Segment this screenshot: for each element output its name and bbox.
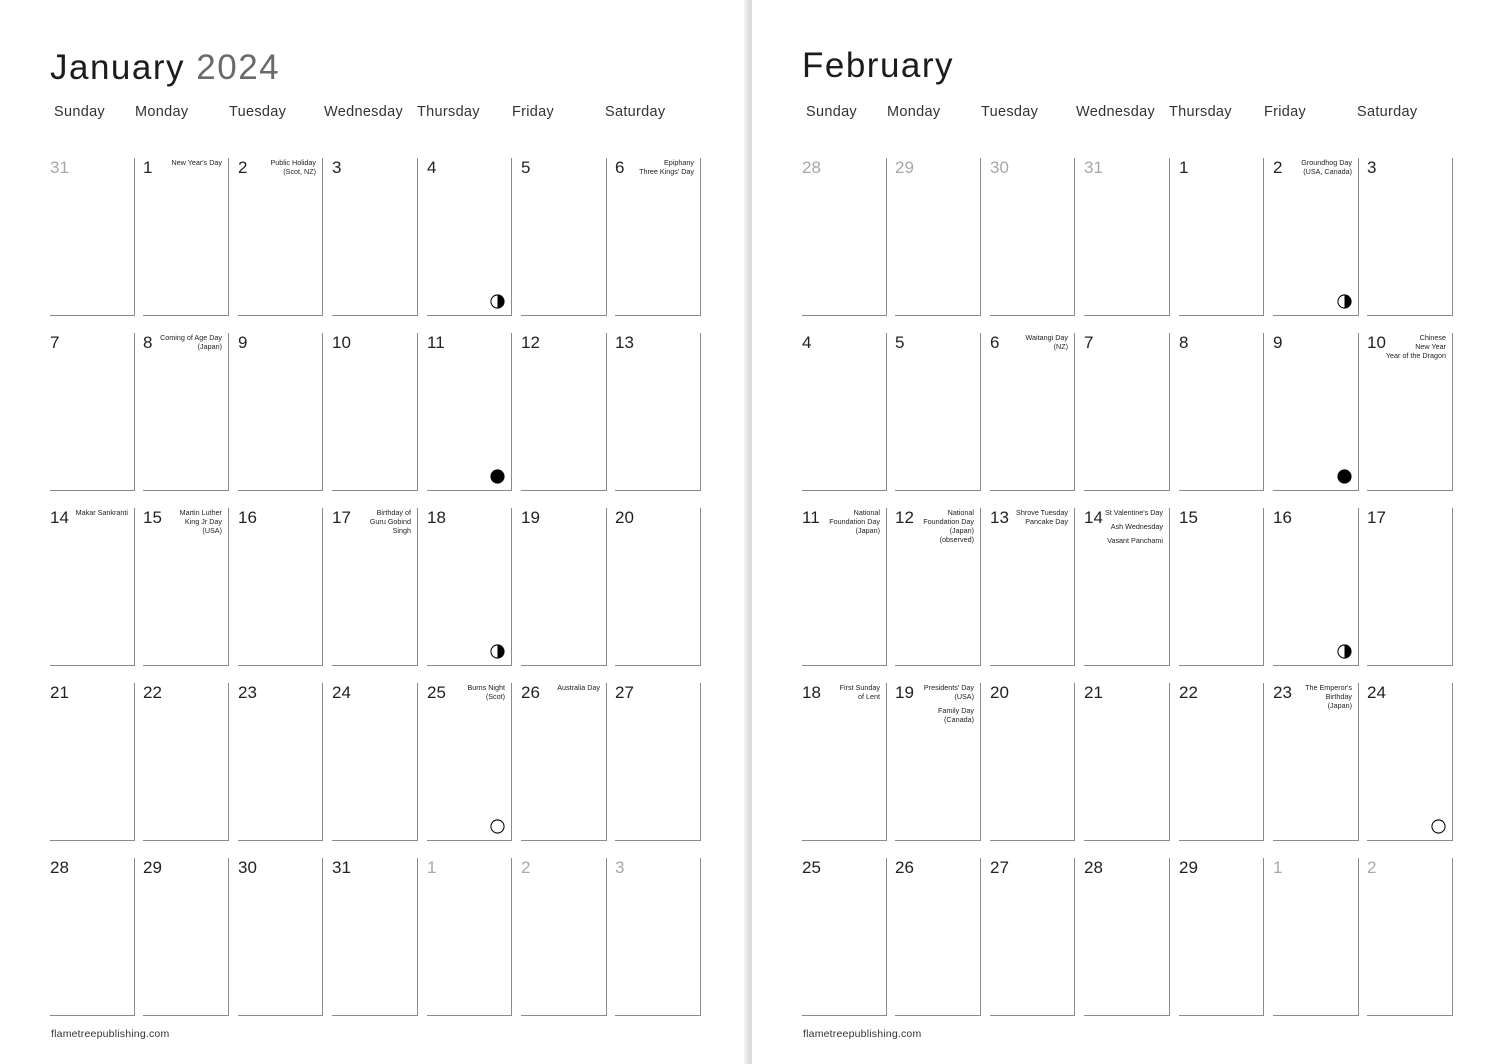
day-number: 31 — [1084, 158, 1103, 177]
event-list — [840, 683, 880, 701]
day-number: 1 — [143, 158, 153, 177]
day-cell — [1273, 158, 1359, 316]
day-number: 6 — [990, 333, 1000, 352]
day-number: 12 — [895, 508, 914, 527]
day-number: 23 — [1273, 683, 1292, 702]
event-list — [171, 158, 222, 167]
day-number: 30 — [990, 158, 1009, 177]
event-label: National Foundation Day (Japan) (observed) — [923, 508, 974, 544]
full-moon-icon — [490, 819, 505, 834]
day-number: 16 — [238, 508, 257, 527]
event-list — [270, 158, 316, 176]
day-cell — [1084, 858, 1170, 1016]
day-cell — [521, 158, 607, 316]
event-list — [557, 683, 600, 692]
day-cell — [1273, 858, 1359, 1016]
day-cell — [1367, 333, 1453, 491]
day-number: 24 — [332, 683, 351, 702]
weekday-thursday: Thursday — [1169, 104, 1232, 120]
day-number: 25 — [427, 683, 446, 702]
day-cell — [521, 858, 607, 1016]
day-number: 2 — [521, 858, 531, 877]
event-label: Birthday of Guru Gobind Singh — [369, 508, 411, 535]
day-number: 8 — [143, 333, 153, 352]
day-cell — [143, 858, 229, 1016]
weekday-wednesday: Wednesday — [1076, 104, 1156, 120]
event-list — [1016, 508, 1068, 526]
day-cell — [238, 858, 323, 1016]
day-cell — [1367, 683, 1453, 841]
day-number: 3 — [1367, 158, 1377, 177]
day-cell — [1179, 158, 1264, 316]
event-label: Burns Night (Scot) — [467, 683, 505, 701]
day-cell — [521, 508, 607, 666]
day-cell — [802, 158, 887, 316]
day-cell — [521, 333, 607, 491]
event-label: Martin Luther King Jr Day (USA) — [179, 508, 222, 535]
month-name: January — [50, 48, 186, 87]
day-number: 22 — [143, 683, 162, 702]
day-number: 18 — [427, 508, 446, 527]
event-label: Epiphany Three Kings' Day — [639, 158, 694, 176]
day-number: 14 — [1084, 508, 1103, 527]
weekday-thursday: Thursday — [417, 104, 480, 120]
day-cell — [1367, 508, 1453, 666]
day-cell — [50, 508, 135, 666]
day-cell — [615, 158, 701, 316]
day-number: 27 — [990, 858, 1009, 877]
day-cell — [615, 858, 701, 1016]
weekday-tuesday: Tuesday — [229, 104, 287, 120]
year-label: 2024 — [196, 48, 281, 87]
day-number: 12 — [521, 333, 540, 352]
day-cell — [615, 683, 701, 841]
weekday-sunday: Sunday — [806, 104, 857, 120]
day-cell — [1084, 333, 1170, 491]
first-quarter-moon-icon — [1337, 294, 1352, 309]
day-number: 25 — [802, 858, 821, 877]
footer-url: flametreepublishing.com — [51, 1028, 170, 1040]
day-number: 29 — [895, 158, 914, 177]
day-cell — [143, 158, 229, 316]
day-number: 21 — [50, 683, 69, 702]
day-number: 15 — [1179, 508, 1198, 527]
day-number: 26 — [521, 683, 540, 702]
day-cell — [143, 333, 229, 491]
day-cell — [143, 508, 229, 666]
day-cell — [1084, 683, 1170, 841]
event-label: First Sunday of Lent — [839, 683, 880, 701]
day-cell — [990, 508, 1075, 666]
day-cell — [615, 333, 701, 491]
event-list — [76, 508, 128, 517]
day-number: 9 — [238, 333, 248, 352]
event-list — [924, 683, 974, 724]
event-list — [1301, 158, 1352, 176]
event-list — [180, 508, 222, 535]
month-title — [802, 44, 954, 88]
day-number: 6 — [615, 158, 625, 177]
day-cell — [1273, 508, 1359, 666]
day-cell — [802, 333, 887, 491]
day-number: 15 — [143, 508, 162, 527]
day-number: 27 — [615, 683, 634, 702]
new-moon-icon — [1337, 469, 1352, 484]
weekday-saturday: Saturday — [605, 104, 666, 120]
event-list — [370, 508, 411, 535]
event-label: Shrove Tuesday Pancake Day — [1016, 508, 1068, 526]
day-number: 9 — [1273, 333, 1283, 352]
weekday-monday: Monday — [135, 104, 189, 120]
weekday-sunday: Sunday — [54, 104, 105, 120]
day-cell — [50, 158, 135, 316]
event-list — [639, 158, 694, 176]
day-number: 13 — [990, 508, 1009, 527]
day-number: 22 — [1179, 683, 1198, 702]
weekday-friday: Friday — [1264, 104, 1307, 120]
day-number: 7 — [50, 333, 60, 352]
day-number: 7 — [1084, 333, 1094, 352]
day-number: 28 — [1084, 858, 1103, 877]
day-number: 3 — [332, 158, 342, 177]
day-cell — [990, 333, 1075, 491]
day-number: 23 — [238, 683, 257, 702]
day-number: 29 — [143, 858, 162, 877]
day-number: 17 — [332, 508, 351, 527]
day-number: 16 — [1273, 508, 1292, 527]
day-cell — [990, 858, 1075, 1016]
day-cell — [1367, 858, 1453, 1016]
event-label: Public Holiday (Scot, NZ) — [270, 158, 316, 176]
day-cell — [238, 683, 323, 841]
day-number: 24 — [1367, 683, 1386, 702]
day-cell — [521, 683, 607, 841]
day-number: 18 — [802, 683, 821, 702]
event-label: Coming of Age Day (Japan) — [160, 333, 222, 351]
month-name: February — [802, 46, 955, 85]
day-cell — [895, 508, 981, 666]
day-cell — [990, 158, 1075, 316]
day-cell — [1179, 683, 1264, 841]
weekday-friday: Friday — [512, 104, 555, 120]
day-number: 31 — [332, 858, 351, 877]
day-cell — [1179, 333, 1264, 491]
weekday-monday: Monday — [887, 104, 941, 120]
day-cell — [615, 508, 701, 666]
event-list — [467, 683, 505, 701]
day-number: 1 — [1179, 158, 1189, 177]
event-label: Waitangi Day (NZ) — [1025, 333, 1068, 351]
day-number: 4 — [427, 158, 437, 177]
day-number: 3 — [615, 858, 625, 877]
event-label: Australia Day — [557, 683, 600, 692]
event-list — [1386, 333, 1446, 360]
event-label: National Foundation Day (Japan) — [829, 508, 880, 535]
day-cell — [50, 683, 135, 841]
day-number: 5 — [521, 158, 531, 177]
day-cell — [332, 858, 418, 1016]
event-label: Vasant Panchami — [1107, 536, 1163, 545]
day-number: 2 — [1367, 858, 1377, 877]
weekday-wednesday: Wednesday — [324, 104, 404, 120]
day-number: 10 — [332, 333, 351, 352]
event-label: Groundhog Day (USA, Canada) — [1301, 158, 1352, 176]
day-number: 13 — [615, 333, 634, 352]
event-list — [1026, 333, 1068, 351]
event-label: Family Day (Canada) — [938, 706, 974, 724]
day-number: 19 — [521, 508, 540, 527]
day-cell — [1179, 508, 1264, 666]
event-list — [829, 508, 880, 535]
event-label: Presidents' Day (USA) — [923, 683, 974, 701]
new-moon-icon — [490, 469, 505, 484]
day-number: 30 — [238, 858, 257, 877]
event-list — [160, 333, 222, 351]
day-number: 19 — [895, 683, 914, 702]
day-cell — [802, 683, 887, 841]
day-cell — [427, 683, 512, 841]
event-list — [1305, 683, 1352, 710]
day-number: 5 — [895, 333, 905, 352]
weekday-tuesday: Tuesday — [981, 104, 1039, 120]
day-number: 1 — [427, 858, 437, 877]
weekday-saturday: Saturday — [1357, 104, 1418, 120]
day-number: 21 — [1084, 683, 1103, 702]
day-cell — [238, 508, 323, 666]
event-label: St Valentine's Day — [1105, 508, 1163, 517]
day-number: 11 — [802, 508, 820, 527]
day-cell — [1273, 683, 1359, 841]
day-number: 31 — [50, 158, 69, 177]
day-cell — [427, 858, 512, 1016]
day-number: 28 — [802, 158, 821, 177]
day-cell — [1273, 333, 1359, 491]
january-page — [0, 0, 748, 1064]
day-cell — [427, 333, 512, 491]
day-cell — [1084, 508, 1170, 666]
day-cell — [427, 508, 512, 666]
day-number: 28 — [50, 858, 69, 877]
month-title — [50, 46, 280, 90]
first-quarter-moon-icon — [490, 294, 505, 309]
event-label: Makar Sankranti — [75, 508, 128, 517]
day-cell — [895, 333, 981, 491]
day-cell — [802, 858, 887, 1016]
day-cell — [238, 333, 323, 491]
day-cell — [895, 158, 981, 316]
day-cell — [50, 858, 135, 1016]
day-cell — [50, 333, 135, 491]
first-quarter-moon-icon — [1337, 644, 1352, 659]
event-list — [923, 508, 974, 544]
day-cell — [332, 158, 418, 316]
day-cell — [1179, 858, 1264, 1016]
day-number: 26 — [895, 858, 914, 877]
event-label: Ash Wednesday — [1110, 522, 1163, 531]
event-label: The Emperor's Birthday (Japan) — [1305, 683, 1352, 710]
day-cell — [332, 508, 418, 666]
first-quarter-moon-icon — [490, 644, 505, 659]
day-number: 14 — [50, 508, 69, 527]
day-number: 2 — [1273, 158, 1283, 177]
day-cell — [332, 683, 418, 841]
day-cell — [1084, 158, 1170, 316]
day-cell — [1367, 158, 1453, 316]
event-list — [1105, 508, 1163, 545]
footer-url: flametreepublishing.com — [803, 1028, 922, 1040]
day-number: 8 — [1179, 333, 1189, 352]
day-number: 29 — [1179, 858, 1198, 877]
day-number: 4 — [802, 333, 812, 352]
day-cell — [802, 508, 887, 666]
event-label: Chinese New Year Year of the Dragon — [1385, 333, 1446, 360]
day-number: 20 — [615, 508, 634, 527]
february-page — [752, 0, 1500, 1064]
day-number: 2 — [238, 158, 248, 177]
full-moon-icon — [1431, 819, 1446, 834]
day-cell — [238, 158, 323, 316]
day-number: 20 — [990, 683, 1009, 702]
day-cell — [990, 683, 1075, 841]
day-cell — [143, 683, 229, 841]
day-number: 10 — [1367, 333, 1386, 352]
event-label: New Year's Day — [171, 158, 222, 167]
day-cell — [427, 158, 512, 316]
day-number: 1 — [1273, 858, 1283, 877]
day-cell — [895, 683, 981, 841]
day-number: 17 — [1367, 508, 1386, 527]
day-cell — [332, 333, 418, 491]
day-cell — [895, 858, 981, 1016]
day-number: 11 — [427, 333, 445, 352]
